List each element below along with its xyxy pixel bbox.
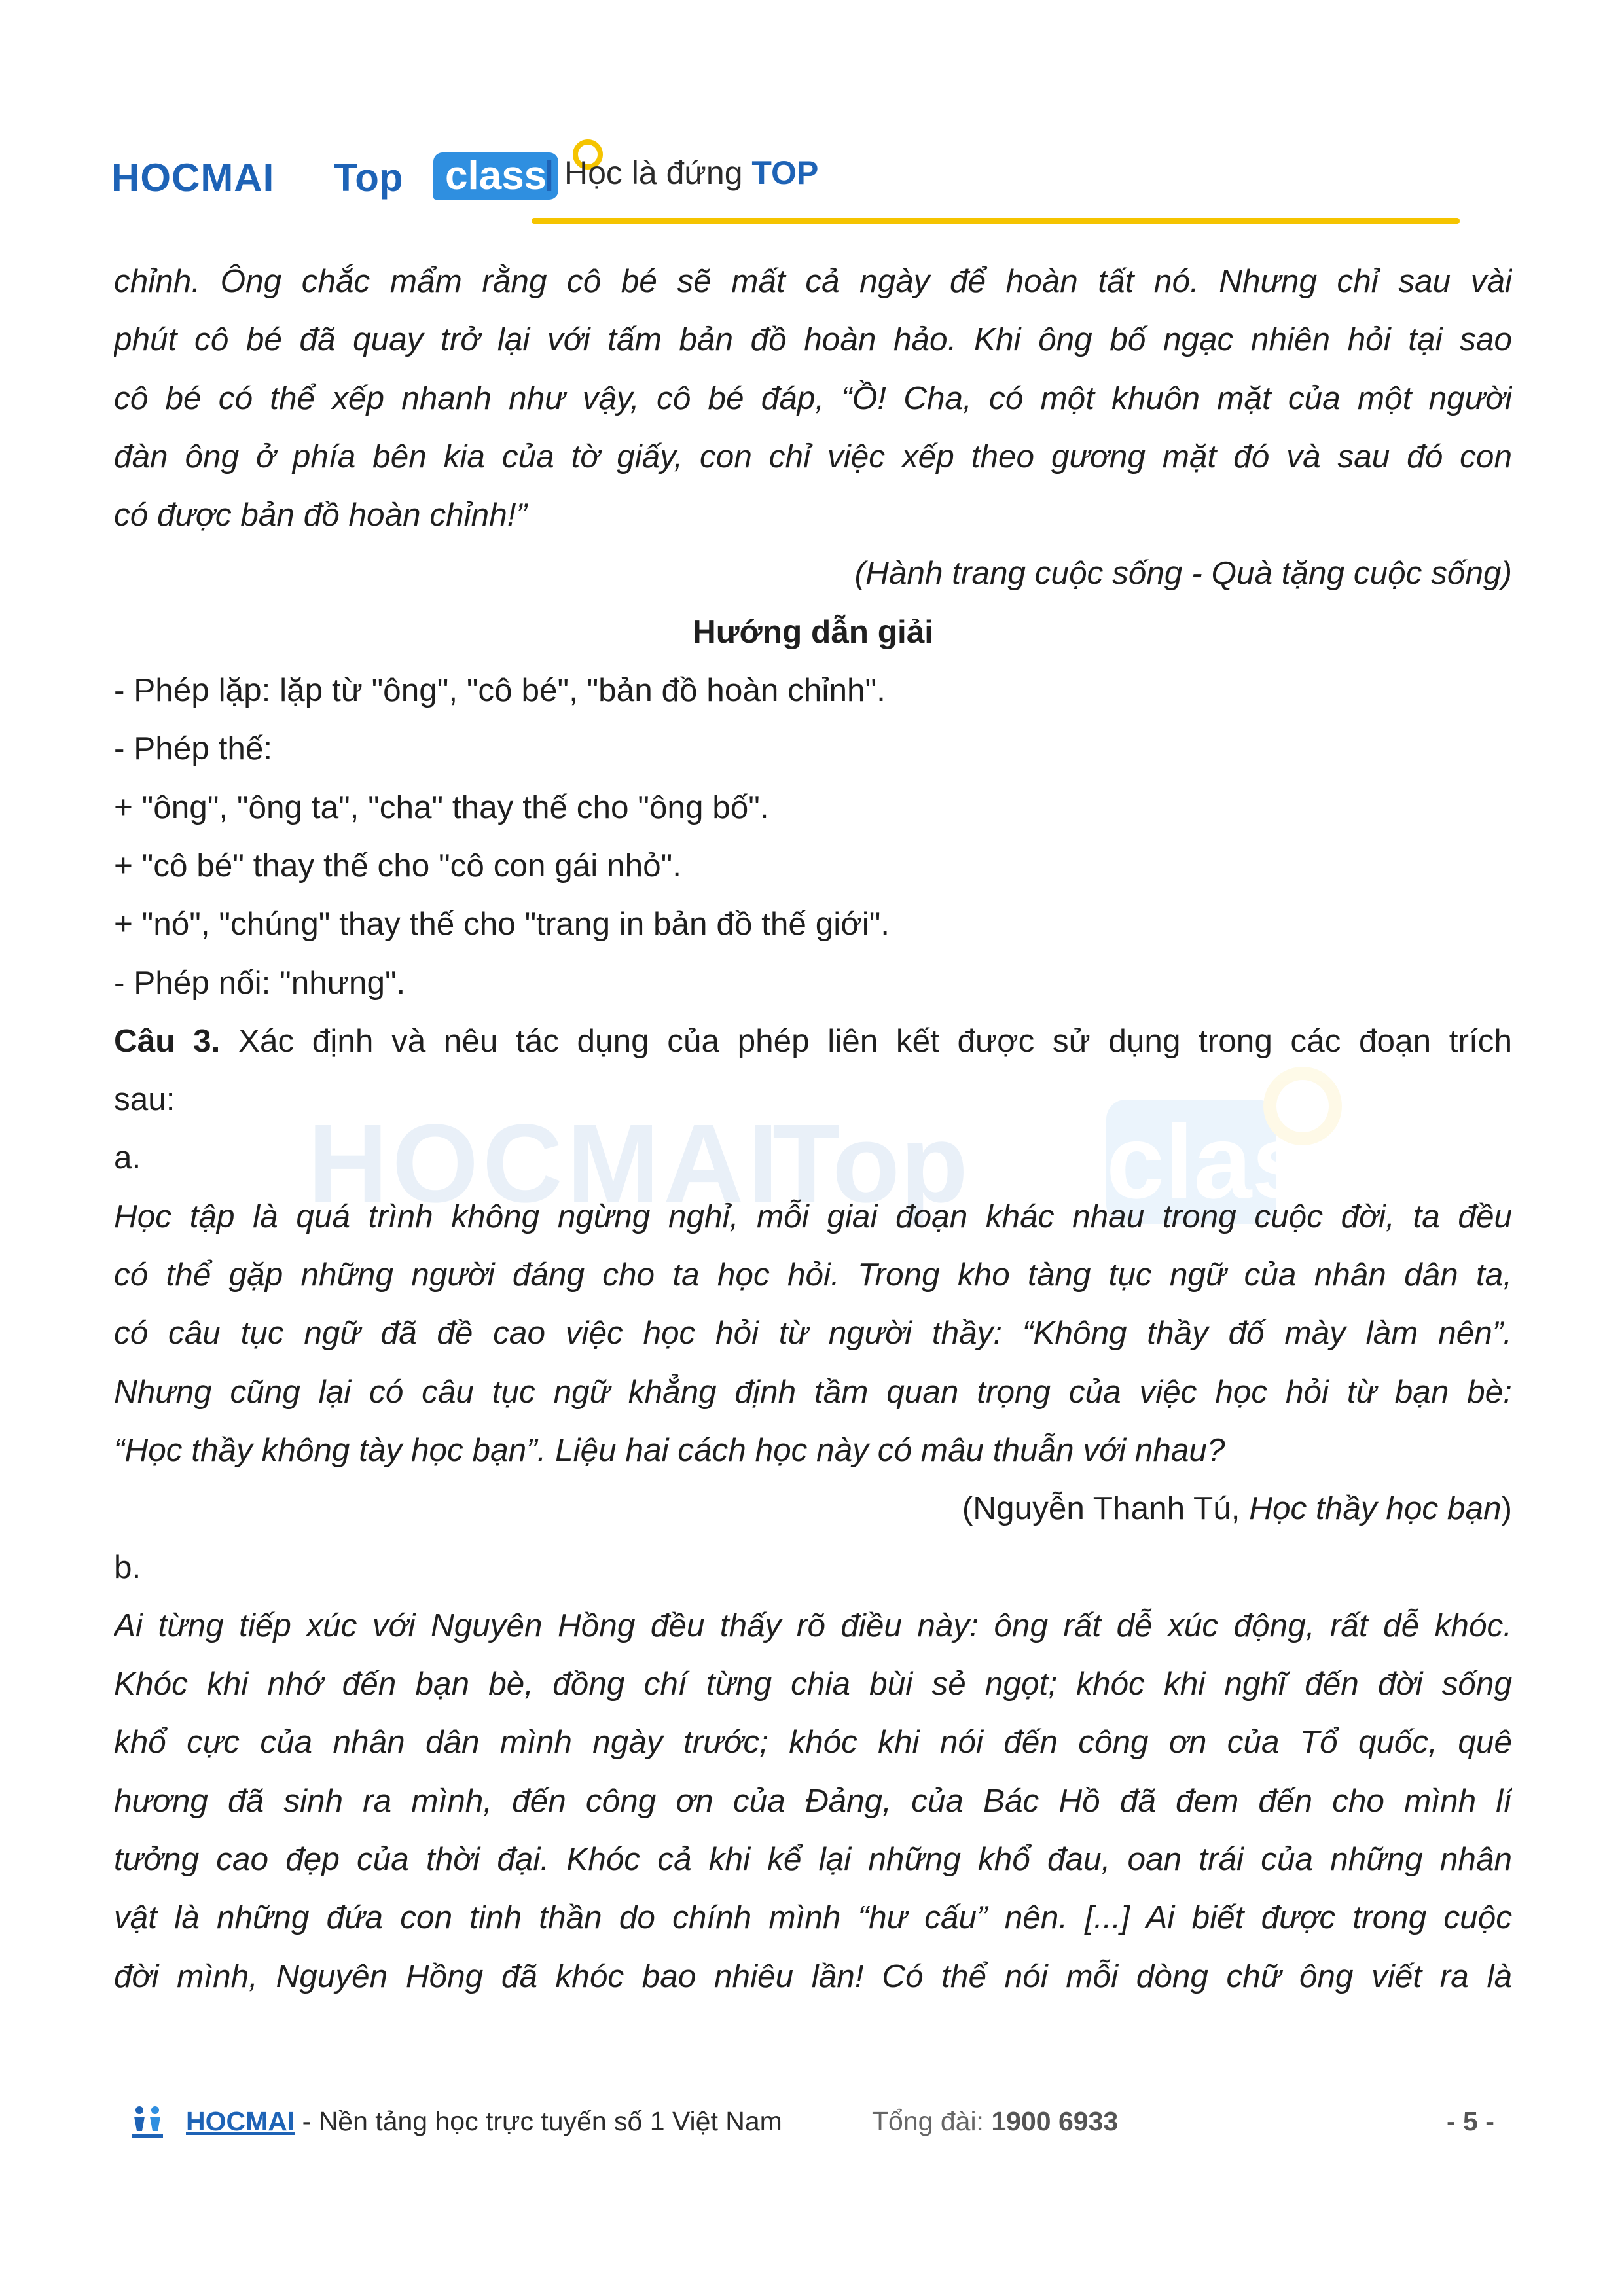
- watermark-top: Top: [772, 1102, 968, 1226]
- watermark-brand: HOCMAI: [308, 1102, 783, 1226]
- excerpt-a-source: [114, 1479, 1512, 1537]
- hocmai-people-icon: [128, 2102, 167, 2142]
- tagline-prefix: Học là đứng: [564, 154, 743, 191]
- question-3: [114, 1012, 1512, 1070]
- footer-slogan-text: - Nền tảng học trực tuyến số 1 Việt Nam: [295, 2106, 782, 2136]
- footer-slogan: [186, 2106, 782, 2137]
- watermark-class: class: [1106, 1100, 1276, 1224]
- divider-bar: |: [545, 154, 554, 191]
- question-text: Xác định và nêu tác dụng của phép liên kết được sử dụng trong các đoạn trích: [238, 1022, 1512, 1059]
- footer-hotline: [872, 2106, 1118, 2137]
- excerpt-a-line: Nhưng cũng lại có câu tục ngữ khẳng định tầm quan trọng của việc học hỏi từ bạn bè:: [114, 1373, 1512, 1410]
- footer-brand-link[interactable]: HOCMAI: [186, 2106, 295, 2136]
- guide-item: - Phép lặp: lặp từ "ông", "cô bé", "bản đồ hoàn chỉnh".: [114, 672, 886, 709]
- excerpt-b-line: Ai từng tiếp xúc với Nguyên Hồng đều thấy rõ điều này: ông rất dễ xúc động, rất dễ khóc.: [114, 1607, 1512, 1643]
- story-line: đàn ông ở phía bên kia của tờ giấy, con chỉ việc xếp theo gương mặt đó và sau đó con: [114, 438, 1512, 475]
- page-number: - 5 -: [1447, 2106, 1494, 2136]
- excerpt-a: [114, 1187, 1512, 1479]
- excerpt-a-line: “Học thầy không tày học bạn”. Liệu hai cách học này có mâu thuẫn với nhau?: [114, 1431, 1225, 1468]
- header-tagline: [545, 154, 818, 192]
- excerpt-a-line: có câu tục ngữ đã đề cao việc học hỏi từ người thầy: “Không thầy đố mày làm nên”.: [114, 1315, 1512, 1352]
- excerpt-b: [114, 1596, 1512, 2005]
- story-source: (Hành trang cuộc sống - Quà tặng cuộc sống): [854, 555, 1512, 592]
- story-line: có được bản đồ hoàn chỉnh!”: [114, 497, 527, 533]
- source-title: Học thầy học bạn: [1249, 1490, 1502, 1527]
- guide-heading: Hướng dẫn giải: [692, 613, 934, 650]
- hotline-label: Tổng đài:: [872, 2106, 992, 2136]
- guide-item: + "ông", "ông ta", "cha" thay thế cho "ông bố".: [114, 789, 769, 825]
- excerpt-b-line: vật là những đứa con tinh thần do chính mình “hư cấu” nên. [...] Ai biết được trong cuộc: [114, 1899, 1512, 1936]
- excerpt-b-line: khổ cực của nhân dân mình ngày trước; khóc khi nói đến công ơn của Tổ quốc, quê: [114, 1724, 1512, 1761]
- excerpt-b-line: tưởng cao đẹp của thời đại. Khóc cả khi kể lại những khổ đau, oan trái của những nhân: [114, 1841, 1512, 1878]
- source-author: (Nguyễn Thanh Tú,: [962, 1490, 1250, 1527]
- guide-list: [114, 661, 1512, 1012]
- story-line: cô bé có thể xếp nhanh như vậy, cô bé đáp, “Ồ! Cha, có một khuôn mặt của một người: [114, 380, 1512, 416]
- question-label: Câu 3.: [114, 1022, 221, 1059]
- guide-item: - Phép thế:: [114, 730, 273, 767]
- excerpt-b-line: hương đã sinh ra mình, đến công ơn của Đảng, của Bác Hồ đã đem đến cho mình lí: [114, 1782, 1512, 1819]
- guide-item: + "cô bé" thay thế cho "cô con gái nhỏ".: [114, 847, 681, 884]
- story-line: chỉnh. Ông chắc mẩm rằng cô bé sẽ mất cả ngày để hoàn tất nó. Nhưng chỉ sau vài: [114, 263, 1512, 299]
- tagline-emphasis: TOP: [751, 154, 819, 191]
- guide-item: + "nó", "chúng" thay thế cho "trang in bản đồ thế giới".: [114, 906, 890, 942]
- excerpt-a-line: Học tập là quá trình không ngừng nghỉ, mỗi giai đoạn khác nhau trong cuộc đời, ta đều: [114, 1198, 1512, 1234]
- excerpt-b-line: đời mình, Nguyên Hồng đã khóc bao nhiêu lần! Có thể nói mỗi dòng chữ ông viết ra là: [114, 1958, 1512, 1994]
- hotline-number: 1900 6933: [991, 2106, 1119, 2136]
- question-text-continued: sau:: [114, 1081, 175, 1118]
- part-a-label: a.: [114, 1139, 141, 1176]
- story-line: phút cô bé đã quay trở lại với tấm bản đồ hoàn hảo. Khi ông bố ngạc nhiên hỏi tại sao: [114, 321, 1512, 358]
- page-header: [0, 0, 1624, 236]
- excerpt-a-line: có thể gặp những người đáng cho ta học hỏi. Trong kho tàng tục ngữ của nhân dân ta,: [114, 1257, 1512, 1293]
- header-underline: [532, 218, 1460, 224]
- source-close: ): [1501, 1490, 1512, 1527]
- guide-item: - Phép nối: "nhưng".: [114, 964, 406, 1001]
- logo-top-text: Top: [334, 156, 403, 200]
- story-paragraph: [114, 252, 1512, 544]
- part-b-label: b.: [114, 1549, 141, 1585]
- excerpt-b-line: Khóc khi nhớ đến bạn bè, đồng chí từng chia bùi sẻ ngọt; khóc khi nghĩ đến đời sống: [114, 1666, 1512, 1702]
- logo-brand-text: HOCMAI: [111, 156, 275, 200]
- document-body: [114, 252, 1512, 2005]
- page-footer: [0, 2094, 1624, 2153]
- logo-class-badge: class: [433, 152, 558, 200]
